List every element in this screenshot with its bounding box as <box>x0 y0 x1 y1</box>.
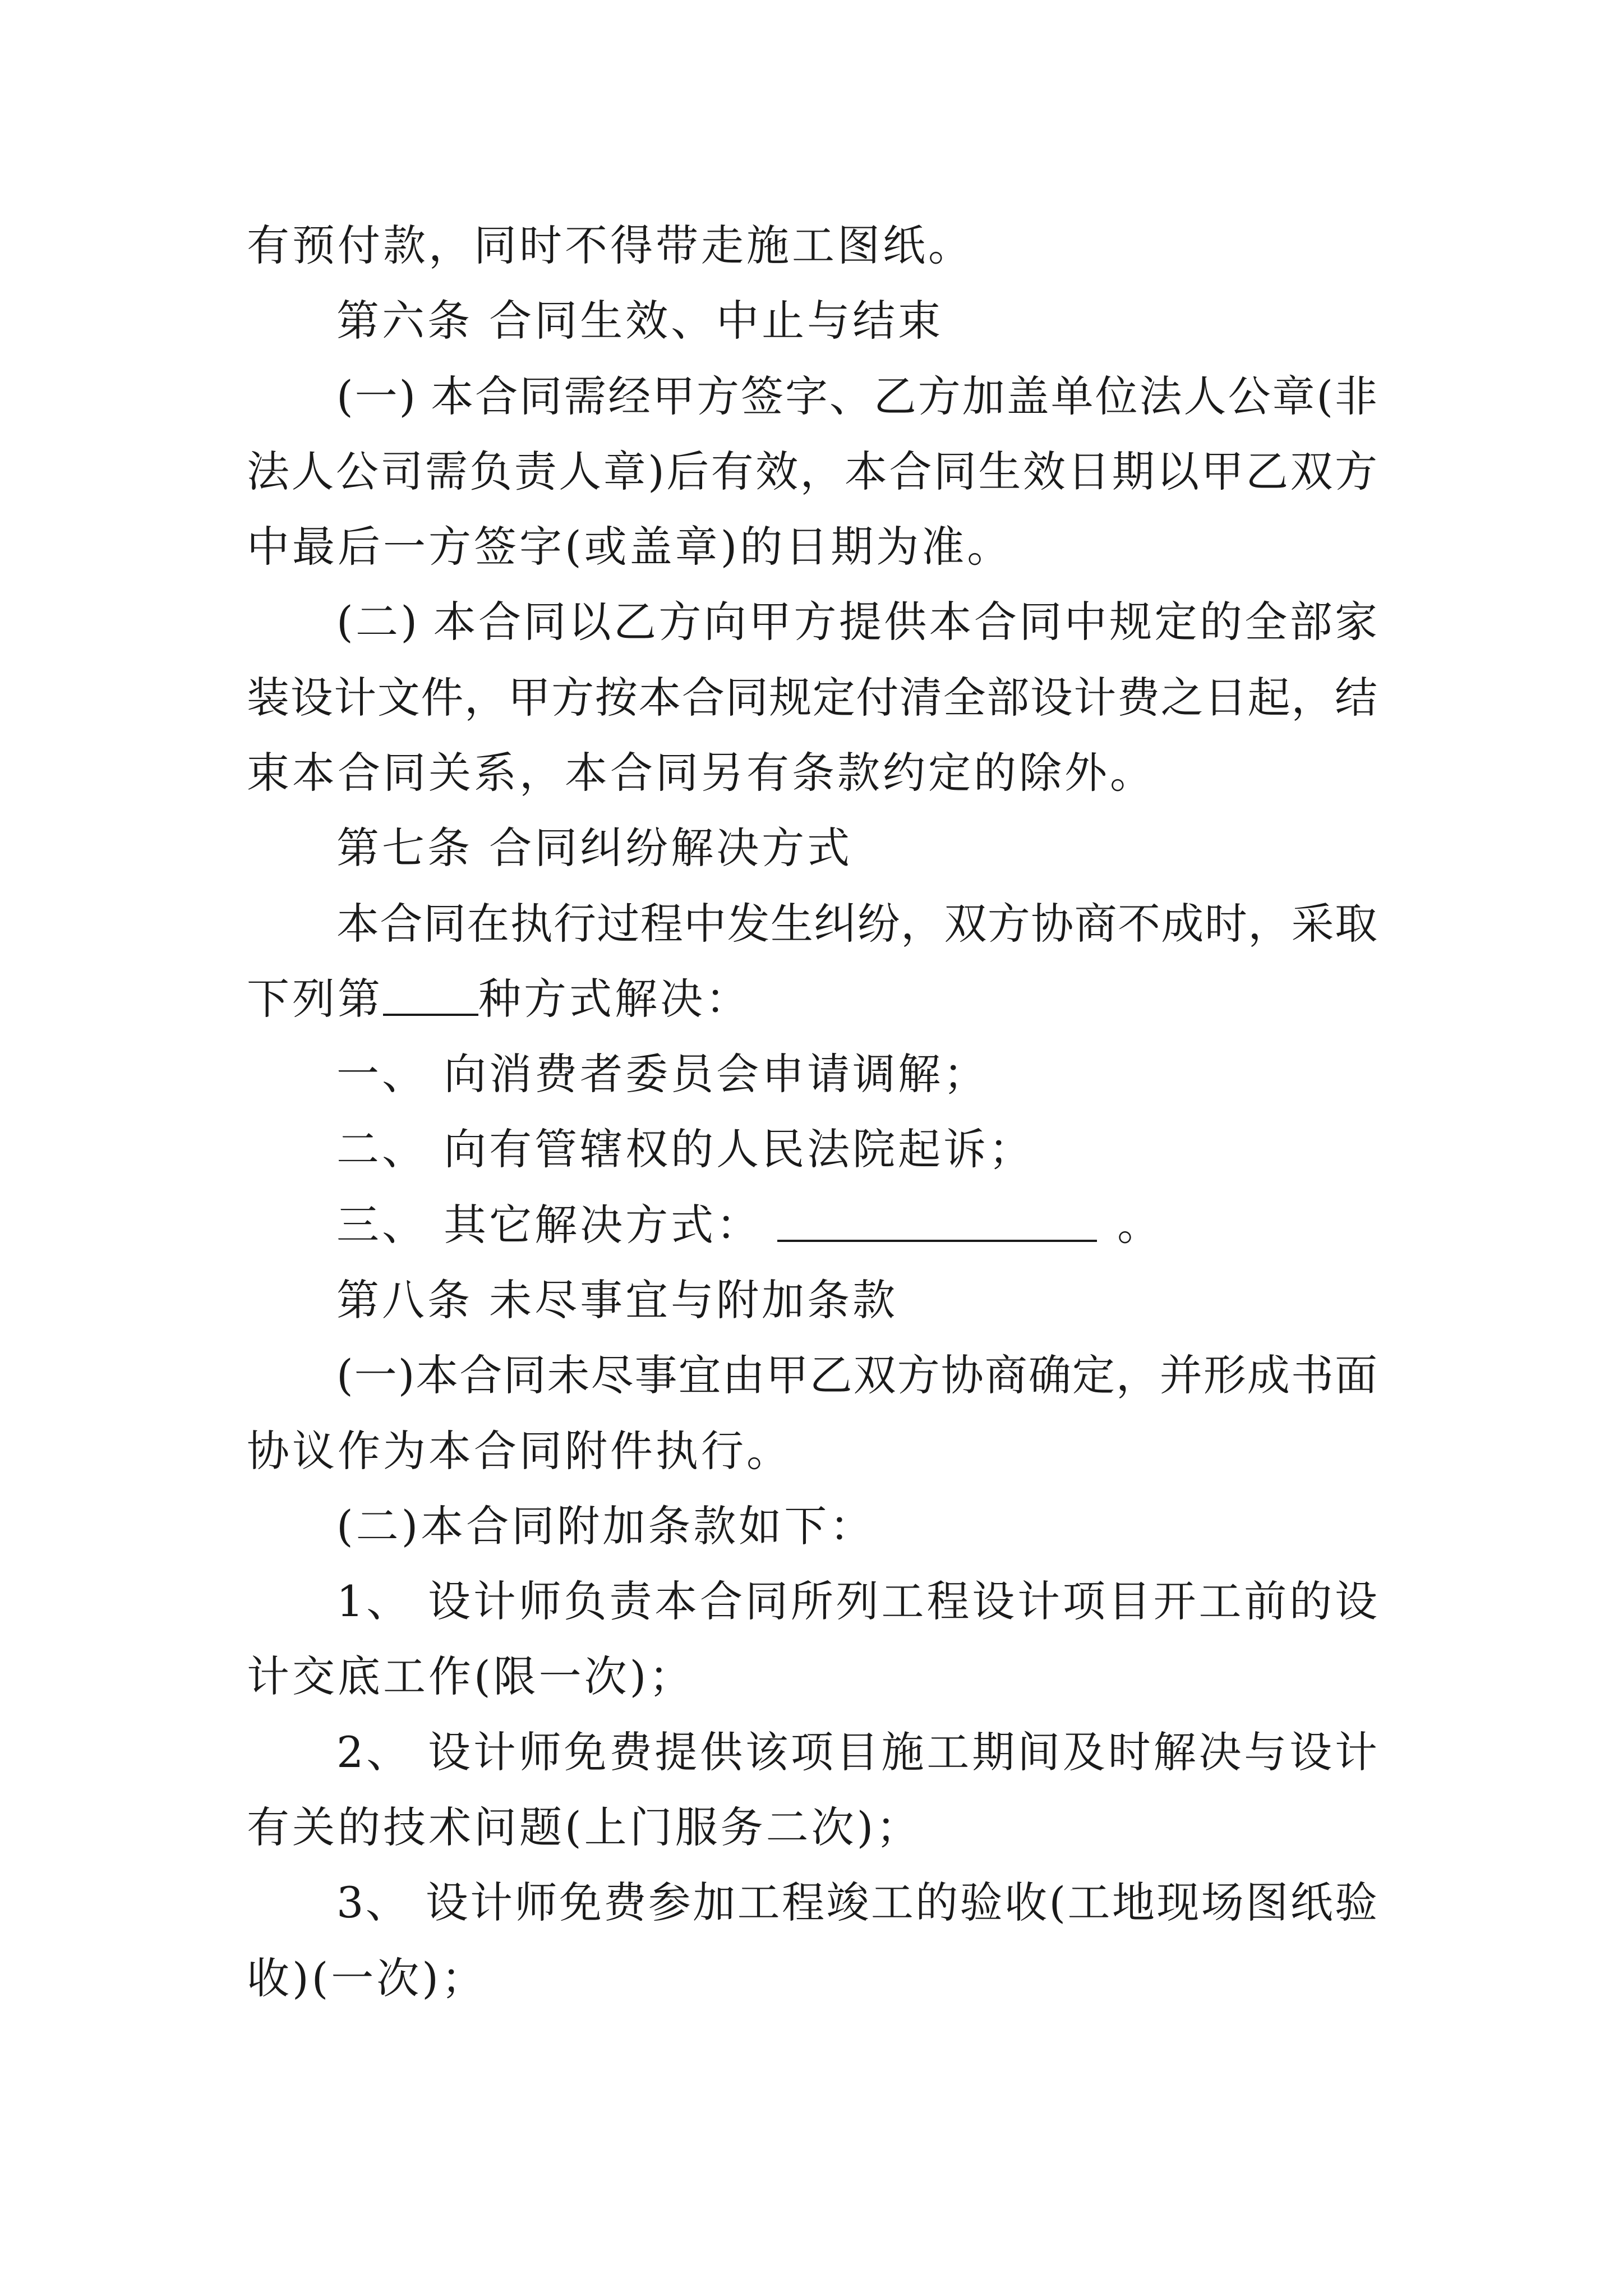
list-item: 3、 设计师免费参加工程竣工的验收(工地现场图纸验 <box>336 1878 1377 1927</box>
line-text: 三、 其它解决方式： <box>336 1200 762 1250</box>
paragraph-line: 装设计文件，甲方按本合同规定付清全部设计费之日起，结 <box>247 673 1377 723</box>
article-6-heading: 第六条 合同生效、中止与结束 <box>336 296 944 346</box>
paragraph-line: (二) 本合同以乙方向甲方提供本合同中规定的全部家 <box>336 597 1377 647</box>
paragraph-line: 束本合同关系，本合同另有条款约定的除外。 <box>247 748 1155 798</box>
paragraph-line: 有关的技术问题(上门服务二次)； <box>247 1802 922 1852</box>
paragraph-line: (二)本合同附加条款如下： <box>336 1501 875 1551</box>
line-text: 。 <box>1117 1200 1163 1250</box>
line-text: 种方式解决： <box>478 974 751 1024</box>
paragraph-line: (一) 本合同需经甲方签字、乙方加盖单位法人公章(非 <box>336 371 1377 421</box>
list-item: 2、 设计师免费提供该项目施工期间及时解决与设计 <box>336 1727 1377 1777</box>
paragraph-line: 本合同在执行过程中发生纠纷，双方协商不成时，采取 <box>336 899 1377 949</box>
list-item: 一、 向消费者委员会申请调解； <box>336 1049 989 1099</box>
article-7-heading: 第七条 合同纠纷解决方式 <box>336 823 853 873</box>
paragraph-line: 中最后一方签字(或盖章)的日期为准。 <box>247 522 1013 572</box>
line-text: 下列第 <box>247 974 383 1024</box>
paragraph-line <box>247 968 751 1030</box>
fill-in-blank <box>383 980 478 1016</box>
paragraph-line: 收)(一次)； <box>247 1953 487 2003</box>
fill-in-blank <box>777 1206 1097 1242</box>
list-item <box>336 1194 1163 1256</box>
list-item: 1、 设计师负责本合同所列工程设计项目开工前的设 <box>336 1576 1377 1626</box>
paragraph-line: (一)本合同未尽事宜由甲乙双方协商确定，并形成书面 <box>336 1350 1377 1400</box>
list-item: 二、 向有管辖权的人民法院起诉； <box>336 1124 1035 1174</box>
paragraph-line: 计交底工作(限一次)； <box>247 1651 695 1701</box>
paragraph-line: 法人公司需负责人章)后有效，本合同生效日期以甲乙双方 <box>247 447 1377 496</box>
paragraph-line: 有预付款，同时不得带走施工图纸。 <box>247 220 974 270</box>
paragraph-line: 协议作为本合同附件执行。 <box>247 1426 792 1476</box>
article-8-heading: 第八条 未尽事宜与附加条款 <box>336 1275 898 1325</box>
